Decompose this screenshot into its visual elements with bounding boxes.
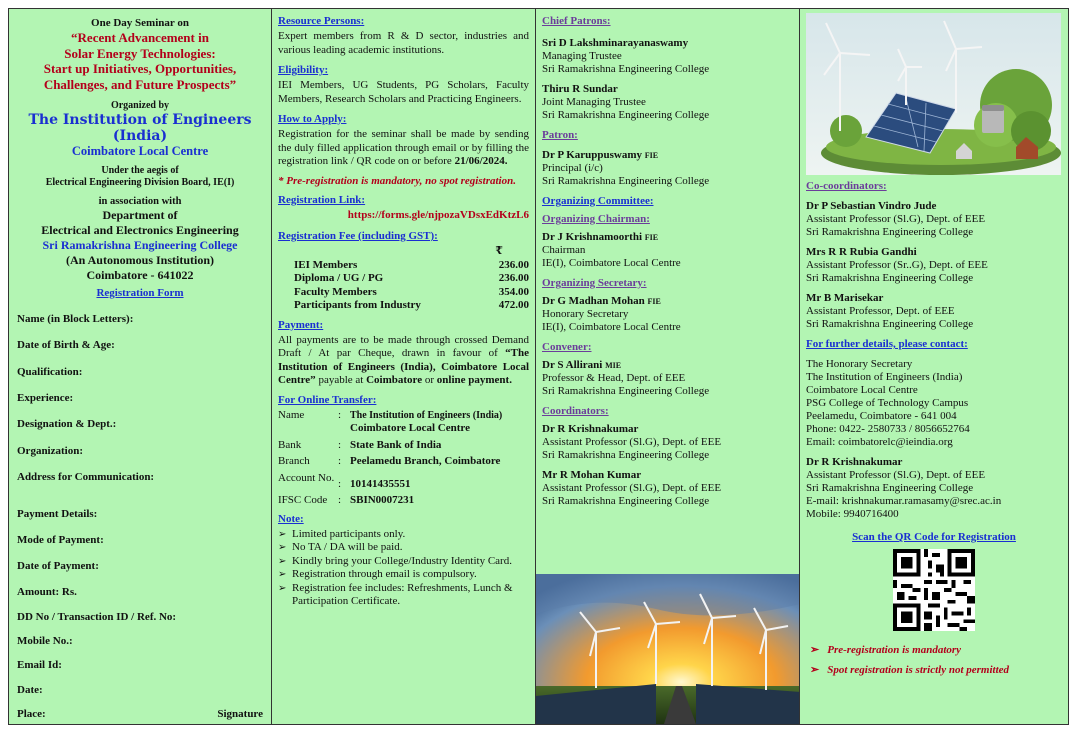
co-coordinator-entry: Mrs R R Rubia Gandhi Assistant Professor (Sr..G), Dept. of EEE Sri Ramakrishna Engineering College — [806, 246, 988, 284]
coordinator-contact: Dr R Krishnakumar Assistant Professor (Sl.G), Dept. of EEE Sri Ramakrishna Engineering College E-mail: krishnakumar.ramasamy@srec.ac.in Mobile: 9940716400 — [806, 456, 1002, 520]
coordinator-entry: Mr R Mohan Kumar Assistant Professor (Sl.G), Dept. of EEE Sri Ramakrishna Engineering College — [542, 469, 722, 507]
wind-farm-sunset-image — [536, 574, 800, 724]
warning-spot-registration: ➢ Spot registration is strictly not permitted — [810, 664, 1010, 676]
coordinator-entry: Dr R Krishnakumar Assistant Professor (Sl.G), Dept. of EEE Sri Ramakrishna Engineering College — [542, 423, 722, 461]
eligibility-text: IEI Members, UG Students, PG Scholars, Faculty Members, Research Scholars and Practicing Engineers. — [278, 79, 529, 105]
department-label: Department of — [102, 208, 178, 222]
green-energy-image — [806, 13, 1061, 175]
registration-fee-heading: Registration Fee (including GST): — [278, 230, 438, 242]
notes-list — [278, 528, 529, 609]
place-label: Place: — [17, 708, 46, 720]
qr-code-heading: Scan the QR Code for Registration — [852, 531, 1016, 543]
autonomous-line: (An Autonomous Institution) — [65, 253, 215, 267]
form-field-name[interactable]: Name (in Block Letters): — [17, 313, 134, 325]
form-field-designation[interactable]: Designation & Dept.: — [17, 418, 117, 430]
contact-block: The Honorary Secretary The Institution of Engineers (India) Coimbatore Local Centre PSG College of Technology Campus Peelamedu, Coimbatore - 641 004 Phone: 0422- 2580733 / 8056652764 Email: coimbatorelc@ieindia.org — [806, 358, 970, 448]
form-field-payment-date[interactable]: Date of Payment: — [17, 560, 99, 572]
list-item: ➢ Kindly bring your College/Industry Identity Card. — [278, 555, 529, 569]
bank-row: Bank : State Bank of India — [278, 438, 442, 451]
bank-row: Branch : Peelamedu Branch, Coimbatore — [278, 455, 501, 467]
qr-code-icon[interactable] — [893, 549, 975, 631]
form-field-transaction-id[interactable]: DD No / Transaction ID / Ref. No: — [17, 611, 177, 623]
registration-link-heading: Registration Link: — [278, 194, 366, 206]
local-centre: Coimbatore Local Centre — [71, 144, 209, 158]
department-name: Electrical and Electronics Engineering — [41, 223, 239, 237]
contact-heading: For further details, please contact: — [806, 338, 968, 350]
how-to-apply-text: Registration for the seminar shall be made by sending the duly filled application through email or by filling the registration link / QR code on or before 21/06/2024. — [278, 128, 529, 167]
registration-column — [8, 8, 272, 725]
bank-row: Name : The Institution of Engineers (India) Coimbatore Local Centre — [278, 408, 503, 434]
patron-heading: Patron: — [542, 129, 578, 141]
fee-row: Faculty Members 354.00 — [294, 285, 529, 298]
college-city: Coimbatore - 641022 — [86, 268, 194, 282]
co-coordinator-entry: Mr B Marisekar Assistant Professor, Dept. of EEE Sri Ramakrishna Engineering College — [806, 292, 974, 330]
co-coordinators-heading: Co-coordinators: — [806, 180, 887, 192]
signature-label: Signature — [217, 708, 263, 720]
warnings-list — [806, 640, 1062, 680]
co-coordinator-entry: Dr P Sebastian Vindro Jude Assistant Professor (Sl.G), Dept. of EEE Sri Ramakrishna Engineering College — [806, 200, 986, 238]
fee-table — [294, 245, 529, 313]
division-board: Electrical Engineering Division Board, IE(I) — [45, 177, 235, 188]
convener-entry: Dr S Allirani MIE Professor & Head, Dept. of EEE Sri Ramakrishna Engineering College — [542, 359, 710, 397]
form-field-amount[interactable]: Amount: Rs. — [17, 586, 77, 598]
online-transfer-heading: For Online Transfer: — [278, 393, 377, 406]
seminar-line: One Day Seminar on — [91, 17, 189, 29]
organizing-secretary-heading: Organizing Secretary: — [542, 277, 647, 289]
form-field-qualification[interactable]: Qualification: — [17, 366, 83, 378]
chief-patrons-heading: Chief Patrons: — [542, 15, 611, 27]
brochure-page — [8, 8, 1069, 725]
registration-form-title: Registration Form — [96, 287, 184, 299]
aegis-line: Under the aegis of — [101, 165, 179, 176]
association-line: in association with — [98, 196, 182, 207]
note-heading: Note: — [278, 512, 304, 525]
list-item: ➢ Limited participants only. — [278, 528, 529, 542]
list-item: ➢ Registration fee includes: Refreshments, Lunch & Participation Certificate. — [278, 582, 529, 609]
form-field-mobile[interactable]: Mobile No.: — [17, 635, 73, 647]
seminar-title: “Recent Advancement in Solar Energy Technologies: Start up Initiatives, Opportunities, Challenges, and Future Prospects” — [43, 30, 237, 92]
institution-name: The Institution of Engineers (India) — [28, 112, 252, 144]
currency-symbol: ₹ — [495, 245, 503, 257]
form-field-payment-mode[interactable]: Mode of Payment: — [17, 534, 104, 546]
bank-row: IFSC Code : SBIN0007231 — [278, 494, 415, 506]
college-name: Sri Ramakrishna Engineering College — [42, 238, 238, 252]
convener-heading: Convener: — [542, 341, 592, 353]
how-to-apply-heading: How to Apply: — [278, 113, 347, 125]
organized-by: Organized by — [110, 100, 170, 111]
committee-column — [536, 8, 800, 725]
resource-persons-heading: Resource Persons: — [278, 15, 365, 27]
fee-row: IEI Members 236.00 — [294, 258, 529, 271]
list-item: ➢ Registration through email is compulsory. — [278, 568, 529, 582]
organizing-committee-heading: Organizing Committee: — [542, 195, 654, 207]
resource-persons-text: Expert members from R & D sector, industries and various leading academic institutions. — [278, 30, 529, 56]
chairman-entry: Dr J Krishnamoorthi FIE Chairman IE(I), Coimbatore Local Centre — [542, 231, 681, 269]
secretary-entry: Dr G Madhan Mohan FIE Honorary Secretary IE(I), Coimbatore Local Centre — [542, 295, 681, 333]
form-field-email[interactable]: Email Id: — [17, 659, 62, 671]
eligibility-heading: Eligibility: — [278, 64, 329, 76]
coordinators-heading: Coordinators: — [542, 405, 609, 417]
patron-entry: Thiru R Sundar Joint Managing Trustee Sri Ramakrishna Engineering College — [542, 83, 710, 121]
patron-entry: Dr P Karuppuswamy FIE Principal (i/c) Sri Ramakrishna Engineering College — [542, 149, 710, 187]
form-field-experience[interactable]: Experience: — [17, 392, 74, 404]
preregistration-note: * Pre-registration is mandatory, no spot registration. — [278, 174, 516, 187]
payment-heading: Payment: — [278, 318, 324, 331]
warning-preregistration: ➢ Pre-registration is mandatory — [810, 644, 962, 656]
registration-link[interactable]: https://forms.gle/njpozaVDsxEdKtzL6 — [347, 209, 529, 221]
form-field-dob[interactable]: Date of Birth & Age: — [17, 339, 115, 351]
form-field-payment-details[interactable]: Payment Details: — [17, 508, 98, 520]
payment-text: All payments are to be made through crossed Demand Draft / At par Cheque, drawn in favour of “The Institution of Engineers (India), Coimbatore Local Centre” payable at Coimbatore or online payment. — [278, 333, 529, 386]
patron-entry: Sri D Lakshminarayanaswamy Managing Trustee Sri Ramakrishna Engineering College — [542, 37, 710, 75]
fee-row: Participants from Industry 472.00 — [294, 299, 529, 311]
form-field-address[interactable]: Address for Communication: — [17, 471, 155, 483]
contact-column — [800, 8, 1069, 725]
bank-row: Account No. : 10141435551 — [278, 471, 411, 490]
organizing-chairman-heading: Organizing Chairman: — [542, 213, 650, 225]
details-column — [272, 8, 536, 725]
fee-row: Diploma / UG / PG 236.00 — [294, 272, 529, 284]
form-field-organization[interactable]: Organization: — [17, 445, 83, 457]
form-field-date[interactable]: Date: — [17, 684, 43, 696]
form-field-place[interactable] — [17, 708, 263, 720]
bank-details-table — [278, 409, 502, 511]
list-item: ➢ No TA / DA will be paid. — [278, 541, 529, 555]
